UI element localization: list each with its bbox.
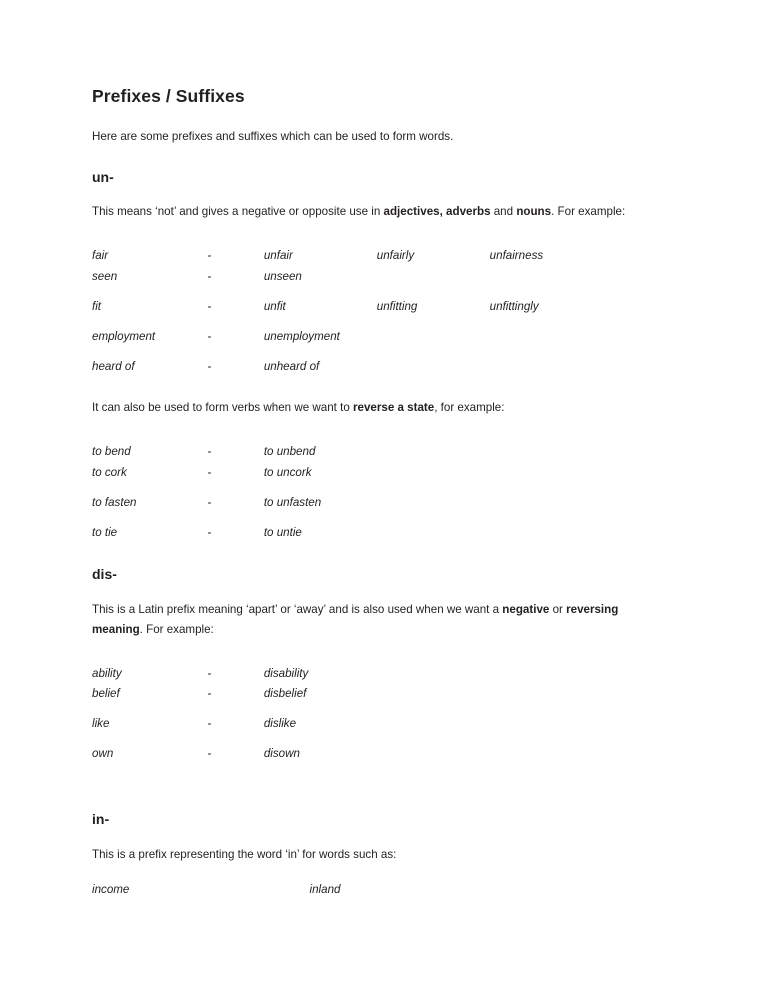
word-form-2 [377, 517, 490, 547]
text-run: and [490, 205, 517, 219]
word-base: seen [92, 270, 118, 283]
word-form-3 [490, 430, 637, 457]
word-base: ability [92, 666, 122, 680]
word-base: employment [92, 330, 156, 343]
word-form-3: unfairness [489, 249, 544, 263]
word-base: like [92, 717, 110, 731]
word-form-3 [490, 262, 637, 292]
spacer [92, 147, 637, 169]
word-form-2 [377, 430, 490, 457]
word-form-1: to untie [263, 525, 302, 539]
word-form-1: unseen [263, 270, 302, 283]
table-row [92, 322, 637, 352]
text-run-bold: reverse a state [353, 400, 435, 414]
word-dash: - [207, 525, 212, 539]
word-dash: - [207, 270, 212, 283]
word-examples-table-un-verbs [92, 430, 637, 547]
word-form-2 [377, 262, 490, 292]
table-row [92, 517, 637, 547]
word-form-2 [377, 457, 490, 487]
word-form-1: unheard of [263, 360, 320, 373]
spacer [92, 547, 637, 566]
document-intro-paragraph: Here are some prefixes and suffixes which can be used to form words. [92, 130, 454, 143]
word-form-3 [490, 679, 637, 709]
word-base: fair [92, 249, 109, 263]
section-un-secondary-paragraph [92, 398, 637, 418]
table-row [92, 679, 637, 709]
table-row [92, 430, 637, 457]
text-run-bold: reversing meaning [92, 603, 619, 636]
word-form-1: disbelief [263, 687, 307, 701]
word-form-3 [490, 652, 637, 679]
table-row [92, 235, 637, 262]
text-run: This means ‘not’ and gives a negative or opposite use in [92, 205, 384, 219]
word-base: to tie [92, 525, 118, 539]
spacer [92, 185, 637, 202]
table-row [92, 884, 637, 896]
table-row [92, 352, 637, 382]
word-examples-table-dis [92, 652, 637, 769]
word-form-2 [377, 352, 490, 382]
section-dis-intro-paragraph [92, 600, 637, 639]
table-row [92, 709, 637, 739]
spacer [92, 417, 637, 430]
spacer [92, 864, 637, 884]
word-dash: - [207, 330, 212, 343]
word-dash: - [207, 747, 212, 761]
word-form-1: to uncork [263, 465, 312, 479]
word-form-3 [490, 352, 637, 382]
word-base: own [92, 747, 114, 761]
word-base: to bend [92, 444, 131, 458]
word-form-2: inland [309, 883, 341, 897]
document-body [92, 86, 637, 896]
word-form-1: disability [263, 666, 309, 680]
word-form-3 [490, 709, 637, 739]
word-examples-table-in [92, 884, 637, 896]
word-form-1: unfair [263, 249, 293, 263]
word-dash: - [207, 666, 212, 680]
word-form-2 [377, 679, 490, 709]
section-un-intro-paragraph [92, 202, 637, 222]
word-dash: - [207, 360, 212, 373]
word-form-1: to unfasten [263, 495, 322, 509]
word-base: belief [92, 687, 120, 701]
text-run-bold: negative [502, 603, 550, 617]
text-run: This is a Latin prefix meaning ‘apart’ or ‘away’ and is also used when we want a [92, 603, 503, 617]
table-row [92, 487, 637, 517]
word-form-2 [377, 739, 490, 769]
word-examples-table-un [92, 235, 637, 382]
section-heading-in: in- [92, 811, 110, 828]
word-form-3 [490, 322, 637, 352]
text-run-bold: adjectives, adverbs [383, 205, 491, 219]
table-row [92, 457, 637, 487]
text-run: . For example: [139, 622, 214, 636]
word-form-1: disown [263, 747, 300, 761]
word-form-1: unfit [263, 300, 286, 313]
word-dash: - [207, 717, 212, 731]
word-form-2 [377, 652, 490, 679]
word-dash: - [207, 249, 212, 263]
text-run: , for example: [434, 400, 505, 414]
word-form-2 [377, 709, 490, 739]
blank-paragraph-spacer [92, 769, 637, 811]
word-form-3 [490, 457, 637, 487]
word-form-2: unfairly [376, 249, 415, 263]
word-dash: - [207, 495, 212, 509]
spacer [92, 639, 637, 652]
word-form-3 [490, 487, 637, 517]
table-row [92, 262, 637, 292]
section-in-intro-paragraph: This is a prefix representing the word ‘in’ for words such as: [92, 847, 397, 861]
word-form-1: unemployment [263, 330, 340, 343]
spacer [92, 583, 637, 600]
section-heading-dis: dis- [92, 566, 117, 583]
word-form-2 [377, 322, 490, 352]
table-row [92, 292, 637, 322]
word-dash: - [207, 465, 212, 479]
spacer [92, 222, 637, 235]
word-dash: - [207, 300, 212, 313]
spacer [92, 828, 637, 845]
word-base: to cork [92, 465, 127, 479]
word-form-3 [490, 517, 637, 547]
word-base: to fasten [92, 495, 137, 509]
word-form-1: to unbend [263, 444, 316, 458]
word-dash: - [207, 444, 212, 458]
word-base: heard of [92, 360, 135, 373]
text-run: . For example: [551, 205, 626, 219]
word-form-1: dislike [263, 717, 297, 731]
spacer [92, 382, 637, 398]
page-title: Prefixes / Suffixes [92, 86, 245, 106]
text-run-bold: nouns [516, 205, 552, 219]
word-form-3 [490, 739, 637, 769]
table-row [92, 652, 637, 679]
text-run: It can also be used to form verbs when we want to [92, 400, 353, 414]
table-row [92, 739, 637, 769]
section-heading-un: un- [92, 168, 114, 185]
word-form-1: income [92, 883, 130, 897]
text-run: or [549, 603, 567, 617]
word-form-3: unfittingly [489, 300, 539, 313]
word-base: fit [92, 300, 102, 313]
word-dash: - [207, 687, 212, 701]
word-form-2 [377, 487, 490, 517]
word-form-2: unfitting [376, 300, 418, 313]
